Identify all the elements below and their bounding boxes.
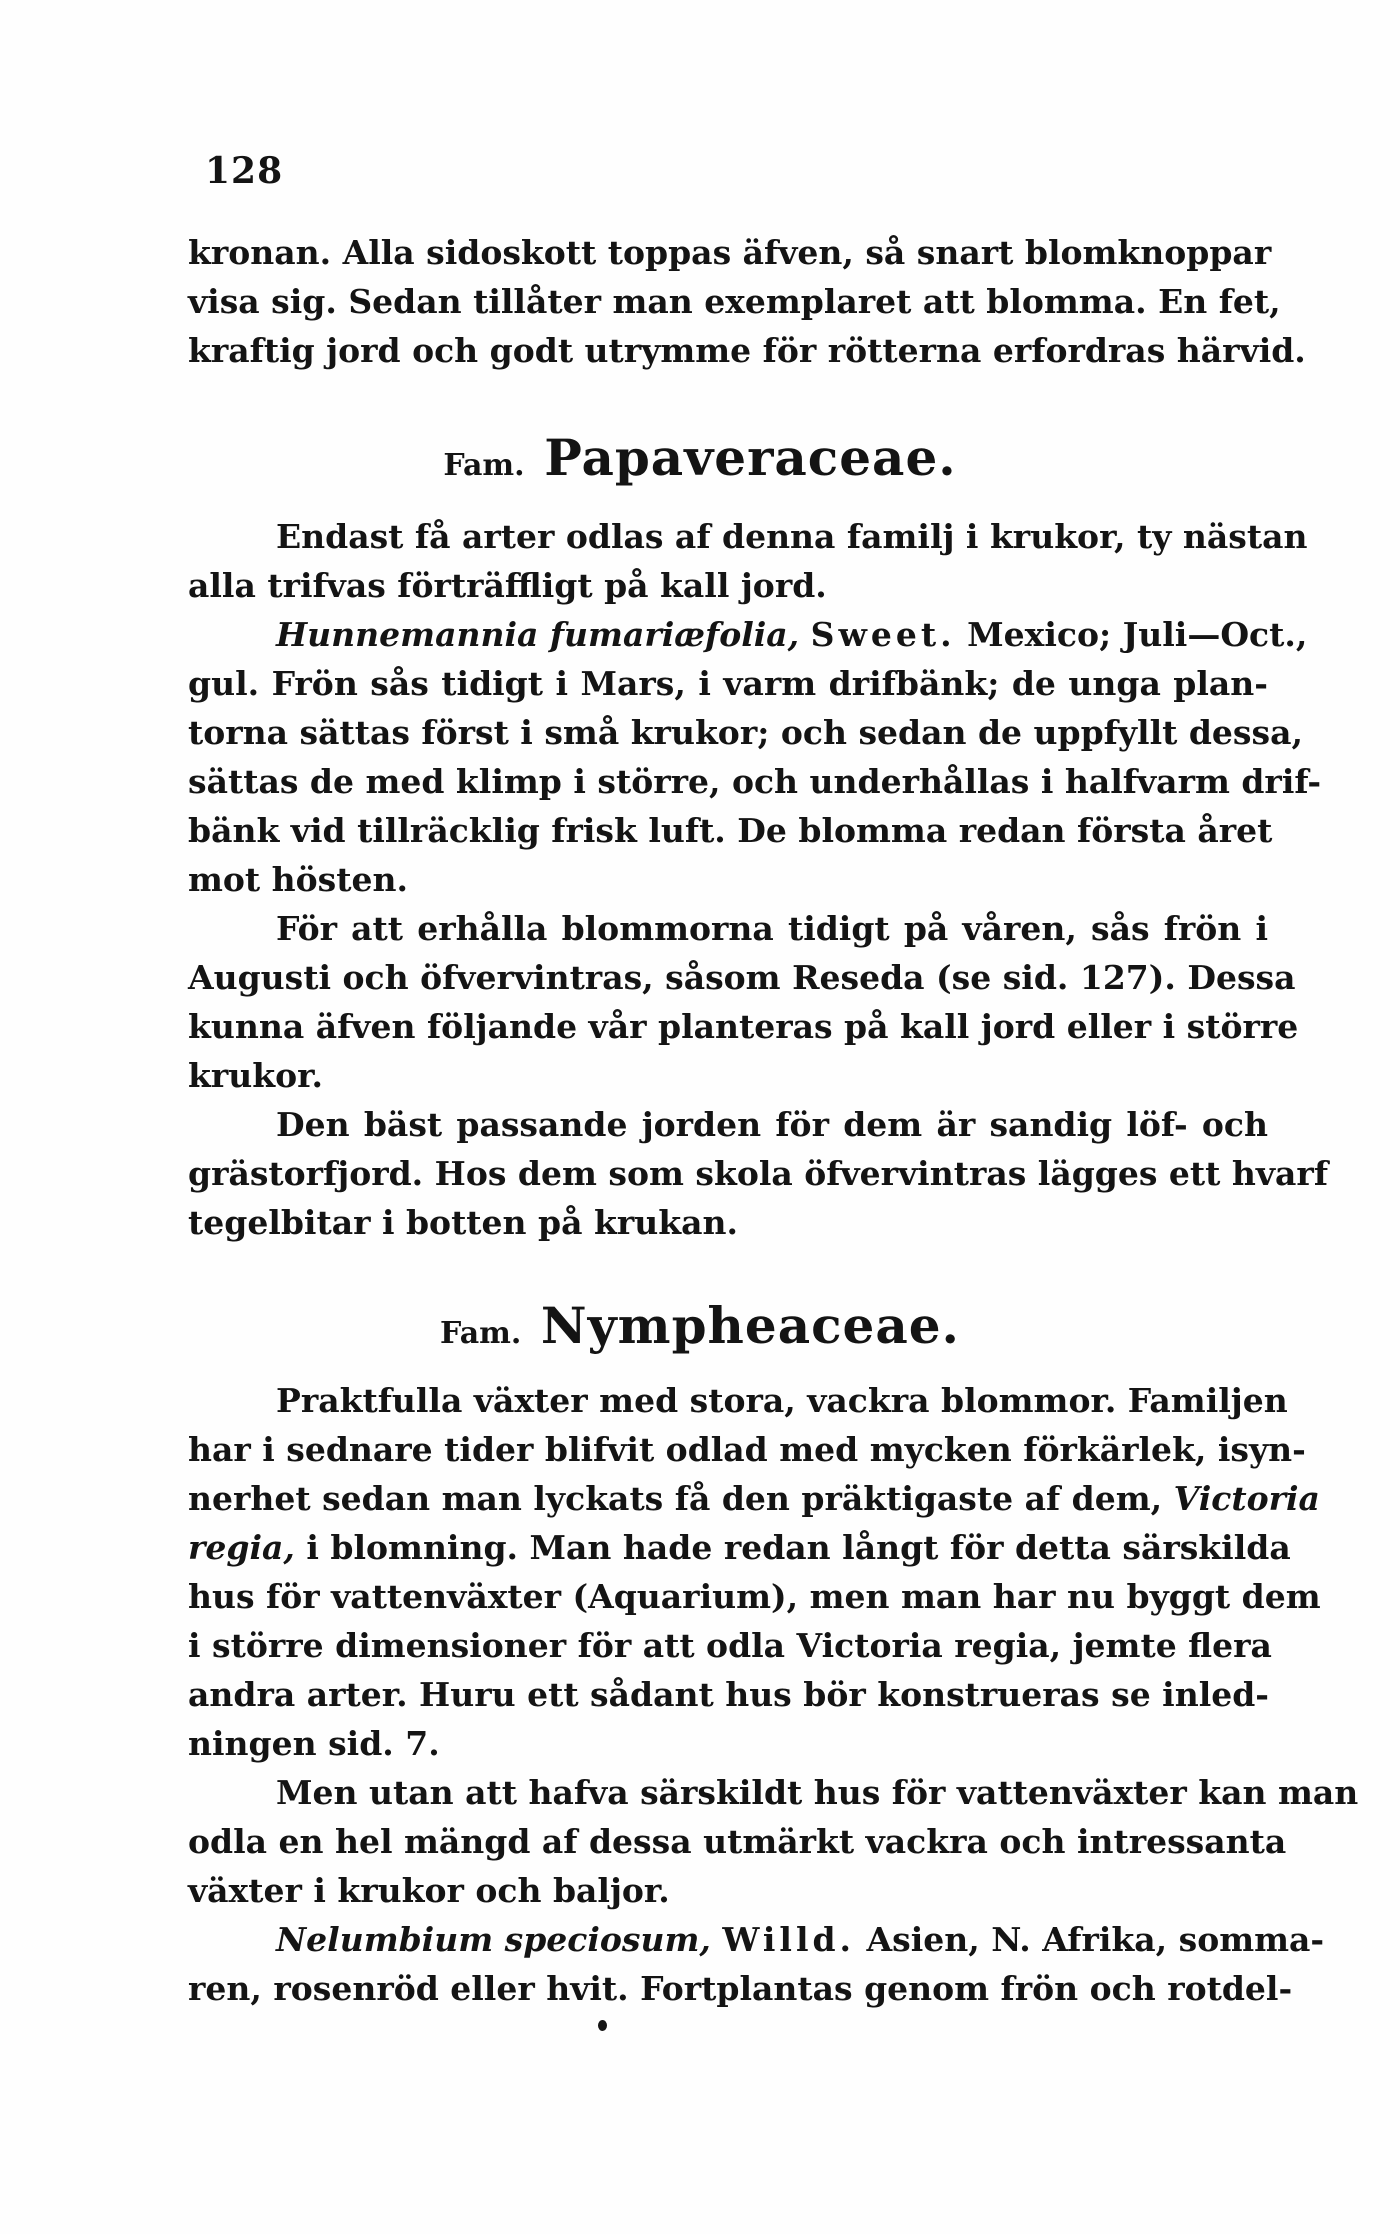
text-line: hus för vattenväxter (Aquarium), men man har nu byggt dem	[188, 1577, 1321, 1616]
species-author: Willd.	[722, 1920, 856, 1959]
text-line-with-italic	[188, 1523, 1291, 1572]
nympheaceae-body	[188, 1376, 1359, 2013]
text-line: Men utan att hafva särskildt hus för vattenväxter kan man	[276, 1773, 1359, 1812]
species-name: Hunnemannia fumariæfolia,	[276, 615, 800, 654]
species-line	[188, 1915, 1325, 1964]
text-line: odla en hel mängd af dessa utmärkt vackra och intressanta	[188, 1822, 1287, 1861]
species-name: Nelumbium speciosum,	[276, 1920, 711, 1959]
text-line: För att erhålla blommorna tidigt på våren, sås frön i	[276, 909, 1268, 948]
text-span: nerhet sedan man lyckats få den präktigaste af dem,	[188, 1479, 1163, 1518]
text-line: kraftig jord och godt utrymme för rötterna erfordras härvid.	[188, 331, 1306, 370]
papaveraceae-body	[188, 512, 1329, 1247]
text-line: kunna äfven följande vår planteras på kall jord eller i större	[188, 1007, 1299, 1046]
text-line: mot hösten.	[188, 860, 408, 899]
text-line: torna sättas först i små krukor; och sedan de uppfyllt dessa,	[188, 713, 1303, 752]
family-name: Papaveraceae.	[544, 428, 957, 487]
species-origin: Asien, N. Afrika, somma-	[866, 1920, 1325, 1959]
text-line: Augusti och öfvervintras, såsom Reseda (se sid. 127). Dessa	[188, 958, 1296, 997]
italic-regia: regia,	[188, 1528, 295, 1567]
italic-victoria: Victoria	[1173, 1479, 1320, 1518]
text-line: i större dimensioner för att odla Victoria regia, jemte flera	[188, 1626, 1272, 1665]
text-line-with-italic	[188, 1474, 1320, 1523]
text-line: andra arter. Huru ett sådant hus bör konstrueras se inled-	[188, 1675, 1270, 1714]
fam-label: Fam.	[440, 1316, 522, 1351]
text-line: kronan. Alla sidoskott toppas äfven, så snart blomknoppar	[188, 233, 1272, 272]
text-line: har i sednare tider blifvit odlad med mycken förkärlek, isyn-	[188, 1430, 1306, 1469]
text-line: sättas de med klimp i större, och underhållas i halfvarm drif-	[188, 762, 1322, 801]
text-line: ren, rosenröd eller hvit. Fortplantas genom frön och rotdel-	[188, 1969, 1293, 2008]
species-line	[188, 610, 1308, 659]
text-line: Endast få arter odlas af denna familj i krukor, ty nästan	[276, 517, 1308, 556]
text-line: Praktfulla växter med stora, vackra blommor. Familjen	[276, 1381, 1288, 1420]
text-line: grästorfjord. Hos dem som skola öfvervintras lägges ett hvarf	[188, 1154, 1329, 1193]
continuation-paragraph	[188, 228, 1306, 375]
fam-label: Fam.	[443, 448, 525, 483]
page-number: 128	[205, 150, 284, 192]
footer-ornament-dot	[598, 2020, 607, 2031]
text-line: krukor.	[188, 1056, 323, 1095]
text-line: växter i krukor och baljor.	[188, 1871, 670, 1910]
family-name: Nympheaceae.	[540, 1296, 960, 1355]
text-line: ningen sid. 7.	[188, 1724, 440, 1763]
species-author: Sweet.	[810, 615, 956, 654]
text-line: visa sig. Sedan tillåter man exemplaret att blomma. En fet,	[188, 282, 1281, 321]
text-span: i blomning. Man hade redan långt för detta särskilda	[306, 1528, 1291, 1567]
text-line: tegelbitar i botten på krukan.	[188, 1203, 738, 1242]
text-line: Den bäst passande jorden för dem är sandig löf- och	[276, 1105, 1268, 1144]
text-line: gul. Frön sås tidigt i Mars, i varm drifbänk; de unga plan-	[188, 664, 1268, 703]
text-line: alla trifvas förträffligt på kall jord.	[188, 566, 827, 605]
section-heading-nympheaceae	[0, 1296, 1400, 1355]
section-heading-papaveraceae	[0, 428, 1400, 487]
species-origin: Mexico; Juli—Oct.,	[967, 615, 1308, 654]
text-line: bänk vid tillräcklig frisk luft. De blomma redan första året	[188, 811, 1273, 850]
